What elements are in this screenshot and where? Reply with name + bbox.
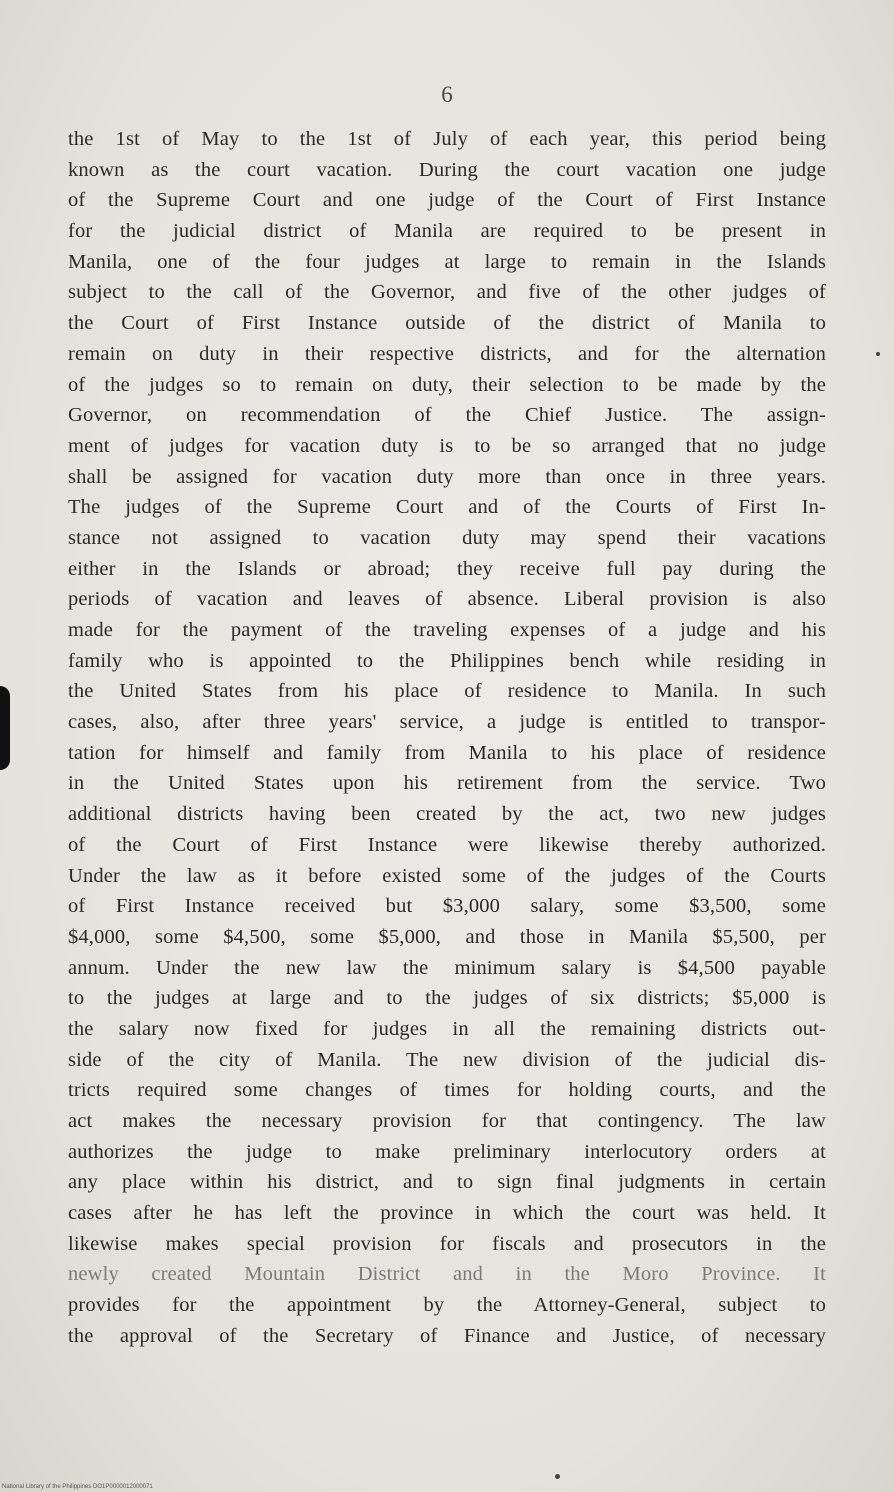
body-text	[68, 124, 826, 1352]
ink-speck	[876, 352, 880, 356]
text-line: the approval of the Secretary of Finance and Justice, of necessary	[68, 1324, 826, 1347]
text-line: family who is appointed to the Philippines bench while residing in	[68, 649, 826, 672]
text-line: tation for himself and family from Manila to his place of residence	[68, 741, 826, 764]
text-line: of the Supreme Court and one judge of the Court of First Instance	[68, 189, 826, 212]
text-line: act makes the necessary provision for that contingency. The law	[68, 1110, 826, 1132]
text-line: the United States from his place of residence to Manila. In such	[68, 680, 826, 703]
text-line: the Court of First Instance outside of the district of Manila to	[68, 312, 826, 335]
text-line: Governor, on recommendation of the Chief Justice. The assign-	[68, 404, 826, 427]
text-line: provides for the appointment by the Attorney-General, subject to	[68, 1294, 826, 1317]
text-line: newly created Mountain District and in the Moro Province. It	[68, 1263, 826, 1286]
text-line: of the judges so to remain on duty, their selection to be made by the	[68, 373, 826, 396]
text-line: known as the court vacation. During the court vacation one judge	[68, 158, 826, 181]
text-line: additional districts having been created by the act, two new judges	[68, 803, 826, 826]
text-line: in the United States upon his retirement from the service. Two	[68, 772, 826, 795]
text-line: likewise makes special provision for fiscals and prosecutors in the	[68, 1232, 826, 1255]
text-line: for the judicial district of Manila are required to be present in	[68, 220, 826, 243]
text-line: periods of vacation and leaves of absence. Liberal provision is also	[68, 588, 826, 611]
text-line: shall be assigned for vacation duty more than once in three years.	[68, 465, 826, 488]
text-line: the salary now fixed for judges in all the remaining districts out-	[68, 1017, 826, 1040]
text-line: side of the city of Manila. The new division of the judicial dis-	[68, 1048, 826, 1071]
text-line: cases after he has left the province in which the court was held. It	[68, 1202, 826, 1225]
text-line: subject to the call of the Governor, and five of the other judges of	[68, 281, 826, 304]
text-line: cases, also, after three years' service, a judge is entitled to transpor-	[68, 711, 826, 734]
text-line: made for the payment of the traveling expenses of a judge and his	[68, 619, 826, 641]
scan-credit: National Library of the Philippines DO1P0000012000071	[2, 1484, 153, 1490]
text-line: Under the law as it before existed some of the judges of the Courts	[68, 864, 826, 887]
ink-speck	[555, 1474, 560, 1479]
text-line: tricts required some changes of times for holding courts, and the	[68, 1079, 826, 1102]
text-line: authorizes the judge to make preliminary interlocutory orders at	[68, 1140, 826, 1163]
page-number: 6	[441, 82, 453, 107]
text-line: $4,000, some $4,500, some $5,000, and those in Manila $5,500, per	[68, 925, 826, 948]
text-line: annum. Under the new law the minimum salary is $4,500 payable	[68, 956, 826, 979]
text-line: The judges of the Supreme Court and of the Courts of First In-	[68, 496, 826, 519]
text-line: of First Instance received but $3,000 salary, some $3,500, some	[68, 895, 826, 918]
text-line: remain on duty in their respective districts, and for the alternation	[68, 342, 826, 365]
text-line: of the Court of First Instance were likewise thereby authorized.	[68, 833, 826, 856]
text-line: the 1st of May to the 1st of July of each year, this period being	[68, 128, 826, 150]
text-line: to the judges at large and to the judges of six districts; $5,000 is	[68, 987, 826, 1010]
binding-shadow	[0, 686, 10, 770]
text-line: stance not assigned to vacation duty may spend their vacations	[68, 526, 826, 549]
text-line: ment of judges for vacation duty is to be so arranged that no judge	[68, 434, 826, 457]
text-line: Manila, one of the four judges at large to remain in the Islands	[68, 250, 826, 273]
text-line: either in the Islands or abroad; they receive full pay during the	[68, 557, 826, 580]
text-line: any place within his district, and to sign final judgments in certain	[68, 1171, 826, 1194]
